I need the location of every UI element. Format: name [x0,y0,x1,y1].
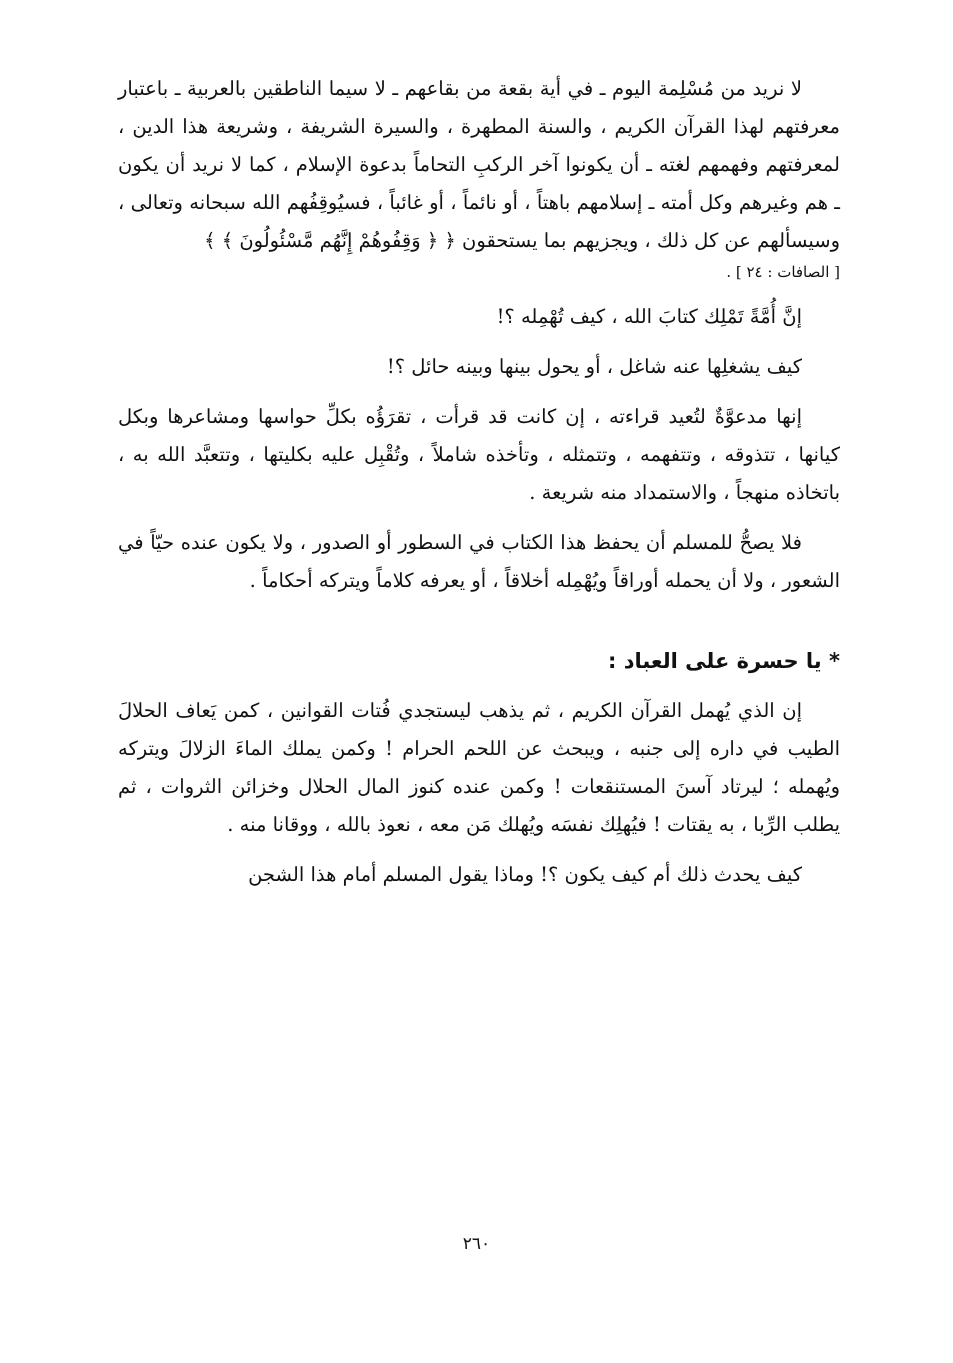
paragraph-5: فلا يصحُّ للمسلم أن يحفظ هذا الكتاب في السطور أو الصدور ، ولا يكون عنده حيّاً في الشعور ، ولا أن يحمله أوراقاً ويُهْمِله أخلاقاً ، أو يعرفه كلاماً ويتركه أحكاماً . [118,531,840,592]
quran-reference: [ الصافات : ٢٤ ] . [726,263,840,281]
paragraph-4: إنها مدعوَّةٌ لتُعيد قراءته ، إن كانت قد قرأت ، تقرَؤُه بكلِّ حواسها ومشاعرها وبكل كيانها ، تتذوقه ، وتتفهمه ، وتتمثله ، وتأخذه شاملاً ، وتُقْبِل عليه بكليتها ، وتتعبَّد الله به ، باتخاذه منهجاً ، والاستمداد منه شريعة . [118,405,840,504]
section2-paragraph-1: إن الذي يُهمل القرآن الكريم ، ثم يذهب ليستجدي فُتات القوانين ، كمن يَعاف الحلالَ الطيب في داره إلى جنبه ، ويبحث عن اللحم الحرام ! وكمن يملك الماءَ الزلالَ ويتركه ويُهمله ؛ ليرتاد آسنَ المستنقعات ! وكمن عنده كنوز المال الحلال وخزائن الثروات ، ثم يطلب الرِّبا ، به يقتات ! فيُهلِك نفسَه ويُهلك مَن معه ، نعوذ بالله ، ووقانا منه . [118,699,840,836]
paragraph-1: لا نريد من مُسْلِمة اليوم ـ في أية بقعة من بقاعهم ـ لا سيما الناطقين بالعربية ـ باعتبار معرفتهم لهذا القرآن الكريم ، والسنة المطهرة ، والسيرة الشريفة ، وشريعة هذا الدين ، لمعرفتهم وفهمهم لغته ـ أن يكونوا آخر الركبِ التحاماً بدعوة الإسلام ، كما لا نريد أن يكون ـ هم وغيرهم وكل أمته ـ إسلامهم باهتاً ، أو نائماً ، أو غائباً ، فسيُوقِفُهم الله سبحانه وتعالى ، وسيسألهم عن كل ذلك ، ويجزيهم بما يستحقون ﴿ ﴿ وَقِفُوهُمْ إِنَّهُم مَّسْئُولُونَ ﴾ ﴾ [118,77,840,252]
section2-paragraph-2: كيف يحدث ذلك أم كيف يكون ؟! وماذا يقول المسلم أمام هذا الشجن [248,863,802,886]
paragraph-3: كيف يشغلِها عنه شاغل ، أو يحول بينها وبينه حائل ؟! [386,355,802,378]
page-number: ٢٦٠ [462,1234,491,1254]
page-body [118,70,840,894]
paragraph-2: إنَّ أُمَّةً تَمْلِك كتابَ الله ، كيف تُهْمِله ؟! [496,305,802,328]
section-heading: * يا حسرة على العباد : [607,649,840,673]
